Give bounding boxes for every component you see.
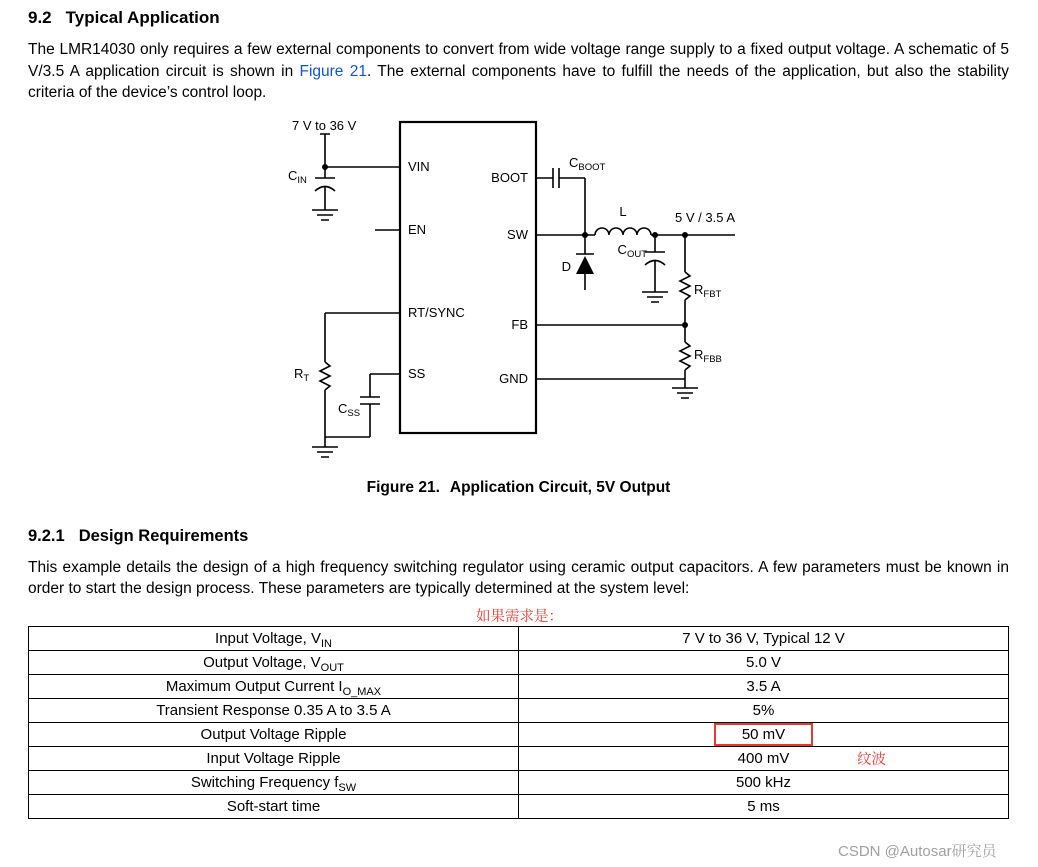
- section-heading: [28, 8, 1009, 28]
- value-cell: 7 V to 36 V, Typical 12 V: [519, 626, 1009, 650]
- param-cell: [29, 722, 519, 746]
- cout-capacitor: [645, 235, 665, 292]
- param-label: Output Voltage, V: [203, 653, 321, 671]
- fb-pin-label: FB: [511, 316, 528, 332]
- table-row-max-output-current: [29, 674, 1009, 698]
- param-cell: [29, 770, 519, 794]
- param-cell: [29, 698, 519, 722]
- table-row-input-voltage: [29, 626, 1009, 650]
- section-number: 9.2: [28, 8, 52, 27]
- boot-to-sw-wire: [559, 178, 585, 235]
- value-cell: 5%: [519, 698, 1009, 722]
- param-label: Input Voltage, V: [215, 629, 321, 647]
- param-cell: [29, 746, 519, 770]
- figure-21-link[interactable]: Figure 21: [299, 62, 367, 80]
- cin-label: $C_{IN}$: [288, 167, 307, 186]
- cboot-capacitor: [553, 168, 559, 188]
- annotation-ripple-note: 纹波: [857, 752, 886, 768]
- param-label: Transient Response 0.35 A to 3.5 A: [156, 701, 391, 719]
- rfbt-label: $R_{FBT}$: [694, 281, 722, 300]
- design-requirements-table: [28, 626, 1009, 819]
- param-label: Soft-start time: [226, 797, 321, 815]
- param-label: Switching Frequency f: [190, 773, 339, 791]
- gnd-pin-label: GND: [499, 370, 528, 386]
- subsection-title: Design Requirements: [78, 526, 249, 545]
- sw-pin-label: SW: [507, 226, 528, 242]
- en-pin-label: EN: [408, 221, 427, 237]
- param-subscript: IN: [320, 637, 332, 650]
- rfbb-label: $R_{FBB}$: [694, 346, 722, 365]
- csdn-watermark: CSDN @Autosar研究员: [838, 843, 997, 860]
- design-requirements-paragraph: This example details the design of a high frequency switching regulator using ceramic output capacitors. A few parameters must be known in order to start the design process. These parameters are typically determined at the system level:: [28, 558, 1009, 598]
- intro-text-before: The LMR14030 only requires a few external components to convert from wide voltage range supply to a fixed output voltage. A schematic of 5 V/3.5 A application circuit is shown in: [28, 41, 1009, 80]
- param-subscript: O_MAX: [342, 685, 382, 698]
- input-terminal-wire: [320, 134, 400, 167]
- param-label: Maximum Output Current I: [165, 677, 343, 695]
- param-cell: [29, 674, 519, 698]
- subsection-number: 9.2.1: [28, 526, 65, 545]
- param-subscript: SW: [338, 781, 357, 794]
- cin-capacitor: [315, 167, 335, 210]
- rtsync-wire: [325, 313, 400, 362]
- table-row-output-voltage-ripple: [29, 722, 1009, 746]
- param-cell: [29, 650, 519, 674]
- diode-triangle: [576, 256, 594, 274]
- rfbt-resistor: [680, 235, 690, 325]
- ss-pin-label: SS: [408, 365, 426, 381]
- table-row-transient-response: [29, 698, 1009, 722]
- figure-caption-label: Figure 21.: [366, 478, 440, 496]
- css-label: $C_{SS}$: [338, 400, 361, 419]
- figure-caption-title: Application Circuit, 5V Output: [449, 478, 671, 496]
- inductor-label: L: [619, 203, 627, 219]
- diode-label: D: [561, 258, 571, 274]
- rt-label: $R_T$: [294, 365, 310, 384]
- gnd-wire: [536, 379, 685, 388]
- value-cell: 500 kHz: [519, 770, 1009, 794]
- param-cell: [29, 794, 519, 818]
- section-title: Typical Application: [65, 8, 220, 27]
- ripple-value-highlight-box: 50 mV: [714, 723, 813, 746]
- subsection-heading: [28, 527, 1009, 546]
- cboot-label: $C_{BOOT}$: [569, 154, 606, 173]
- cout-label: $C_{OUT}$: [617, 241, 647, 260]
- input-voltage-label: 7 V to 36 V: [292, 117, 357, 133]
- value-cell: 400 mV: [519, 746, 1009, 770]
- intro-paragraph: [28, 39, 1009, 104]
- output-voltage-label: 5 V / 3.5 A: [675, 209, 735, 225]
- inductor: [595, 228, 651, 235]
- table-row-output-voltage: [29, 650, 1009, 674]
- value-cell: 3.5 A: [519, 674, 1009, 698]
- param-cell: [29, 626, 519, 650]
- param-label: Output Voltage Ripple: [200, 725, 347, 743]
- param-subscript: OUT: [320, 661, 344, 674]
- ss-wire: [370, 374, 400, 397]
- annotation-requirement-note: 如果需求是：: [476, 608, 563, 625]
- boot-pin-label: BOOT: [491, 169, 528, 185]
- ground-symbol-cout: [642, 292, 668, 302]
- rtsync-pin-label: RT/SYNC: [408, 304, 465, 320]
- value-cell: [519, 722, 1009, 746]
- value-cell: 5.0 V: [519, 650, 1009, 674]
- figure-caption: [28, 479, 1009, 497]
- application-circuit-figure: [280, 110, 760, 470]
- table-row-switching-frequency: [29, 770, 1009, 794]
- param-label: Input Voltage Ripple: [206, 749, 341, 767]
- vin-pin-label: VIN: [408, 158, 430, 174]
- ground-symbol-gnd: [672, 388, 698, 398]
- intro-text-after: . The external components have to fulfill the needs of the application, but also the stability criteria of the device’s control loop.: [28, 62, 1009, 102]
- rt-resistor: [320, 362, 330, 447]
- ground-symbol-rt: [312, 447, 338, 457]
- ground-symbol-cin: [312, 210, 338, 220]
- value-cell: 5 ms: [519, 794, 1009, 818]
- table-row-soft-start-time: [29, 794, 1009, 818]
- rfbb-resistor: [680, 325, 690, 379]
